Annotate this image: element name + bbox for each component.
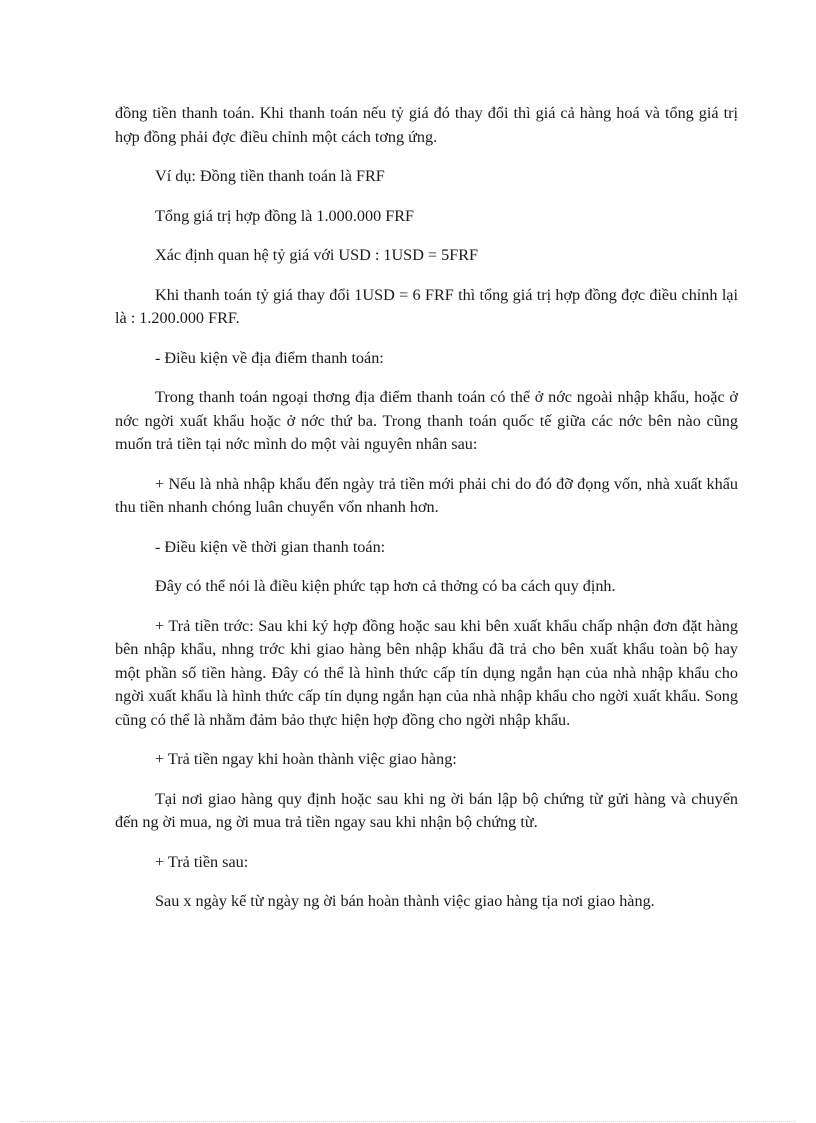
- paragraph-importer-benefit: + Nếu là nhà nhập khẩu đến ngày trả tiền mới phải chi do đó đỡ đọng vốn, nhà xuất khẩu thu tiền nhanh chóng luân chuyển vốn nhanh hơn.: [115, 474, 738, 516]
- heading-payment-time: - Điều kiện về thời gian thanh toán:: [155, 537, 386, 556]
- heading-payment-on-delivery: + Trả tiền ngay khi hoàn thành việc giao hàng:: [155, 750, 457, 768]
- heading-deferred-payment: + Trả tiền sau:: [155, 852, 249, 871]
- document-page: [115, 102, 738, 930]
- paragraph-rate-change: Khi thanh toán tỷ giá thay đổi 1USD = 6 FRF thì tổng giá trị hợp đồng đợc điều chỉnh lại là : 1.200.000 FRF.: [115, 285, 738, 327]
- paragraph-payment-location: Trong thanh toán ngoại thơng địa điểm thanh toán có thể ở nớc ngoài nhập khẩu, hoặc ở nớc ngời xuất khẩu hoặc ở nớc thứ ba. Trong thanh toán quốc tế giữa các nớc bên nào cũng muốn trả tiền tại nớc mình do một vài nguyên nhân sau:: [115, 388, 738, 453]
- paragraph-currency-adjustment: đồng tiền thanh toán. Khi thanh toán nếu tỷ giá đó thay đổi thì giá cả hàng hoá và tổng giá trị hợp đồng phải đợc điều chỉnh một cách tơng ứng.: [115, 104, 738, 146]
- paragraph-advance-payment: + Trả tiền trớc: Sau khi ký hợp đồng hoặc sau khi bên xuất khẩu chấp nhận đơn đặt hàng bên nhập khẩu, nhng trớc khi giao hàng bên nhập khẩu đã trả cho bên xuất khẩu toàn bộ hay một phần số tiền hàng. Đây có thể là hình thức cấp tín dụng ngắn hạn của nhà nhập khẩu cho ngời xuất khẩu là hình thức cấp tín dụng ngắn hạn của nhà nhập khẩu cho ngời xuất khẩu. Song cũng có thể là nhằm đảm bảo thực hiện hợp đồng cho ngời nhập khẩu.: [115, 616, 738, 729]
- page-bottom-divider: [20, 1121, 796, 1122]
- paragraph-payment-time-intro: Đây có thể nói là điều kiện phức tạp hơn cả thởng có ba cách quy định.: [155, 577, 616, 595]
- paragraph-example-currency: Ví dụ: Đồng tiền thanh toán là FRF: [155, 167, 385, 185]
- paragraph-deferred-payment: Sau x ngày kể từ ngày ng ời bán hoàn thành việc giao hàng tịa nơi giao hàng.: [155, 892, 655, 910]
- heading-payment-location: - Điều kiện về địa điểm thanh toán:: [155, 348, 384, 367]
- paragraph-exchange-rate: Xác định quan hệ tỷ giá với USD : 1USD = 5FRF: [155, 246, 478, 264]
- paragraph-payment-on-delivery: Tại nơi giao hàng quy định hoặc sau khi ng ời bán lập bộ chứng từ gửi hàng và chuyển đến ng ời mua, ng ời mua trả tiền ngay sau khi nhận bộ chứng từ.: [115, 789, 738, 831]
- paragraph-contract-value: Tổng giá trị hợp đồng là 1.000.000 FRF: [155, 206, 415, 225]
